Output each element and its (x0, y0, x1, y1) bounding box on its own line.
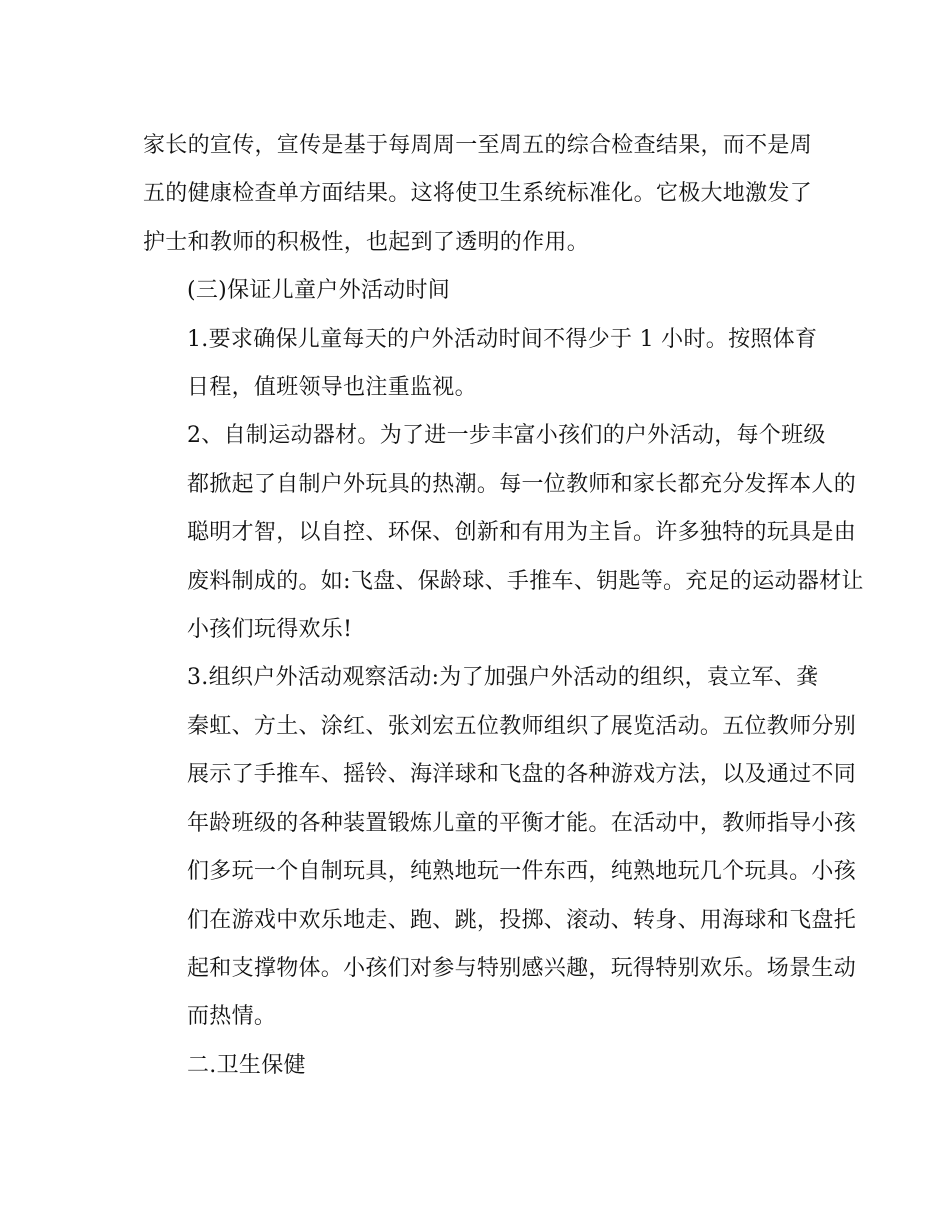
text-line: 起和支撑物体。小孩们对参与特别感兴趣，玩得特别欢乐。场景生动 (187, 955, 857, 981)
text-line: 护士和教师的积极性，也起到了透明的作用。 (143, 229, 590, 255)
text-line: 五的健康检查单方面结果。这将使卫生系统标准化。它极大地激发了 (143, 181, 813, 207)
text-line: 3.组织户外活动观察活动:为了加强户外活动的组织，袁立军、龚 (187, 665, 819, 691)
text-line: 2、自制运动器材。为了进一步丰富小孩们的户外活动，每个班级 (187, 423, 826, 449)
text-line: 小孩们玩得欢乐! (187, 617, 353, 643)
paragraph-item-1 (143, 316, 818, 413)
paragraph-item-2 (143, 412, 864, 654)
heading-line: (三)保证儿童户外活动时间 (187, 278, 451, 304)
text-line: 家长的宣传，宣传是基于每周周一至周五的综合检查结果，而不是周 (143, 133, 813, 158)
text-line: 年龄班级的各种装置锻炼儿童的平衡才能。在活动中，教师指导小孩 (187, 810, 857, 836)
text-line: 都掀起了自制户外玩具的热潮。每一位教师和家长都充分发挥本人的 (187, 471, 857, 497)
text-line: 而热情。 (187, 1004, 277, 1030)
text-line: 们在游戏中欢乐地走、跑、跳，投掷、滚动、转身、用海球和飞盘托 (187, 907, 857, 933)
paragraph-hygiene-publicity (143, 122, 813, 267)
heading-line: 二.卫生保健 (187, 1052, 306, 1078)
paragraph-item-3 (143, 654, 857, 1041)
text-line: 1.要求确保儿童每天的户外活动时间不得少于 1 小时。按照体育 (187, 326, 818, 352)
text-line: 秦虹、方土、涂红、张刘宏五位教师组织了展览活动。五位教师分别 (187, 713, 857, 739)
text-line: 日程，值班领导也注重监视。 (187, 375, 477, 401)
document-body (143, 122, 864, 1090)
text-line: 聪明才智，以自控、环保、创新和有用为主旨。许多独特的玩具是由 (187, 520, 857, 546)
text-line: 们多玩一个自制玩具，纯熟地玩一件东西，纯熟地玩几个玩具。小孩 (187, 859, 857, 885)
section-heading-health-care (143, 1042, 813, 1090)
section-heading-outdoor-time (143, 267, 813, 315)
text-line: 展示了手推车、摇铃、海洋球和飞盘的各种游戏方法，以及通过不同 (187, 762, 857, 788)
text-line: 废料制成的。如:飞盘、保龄球、手推车、钥匙等。充足的运动器材让 (187, 568, 864, 594)
